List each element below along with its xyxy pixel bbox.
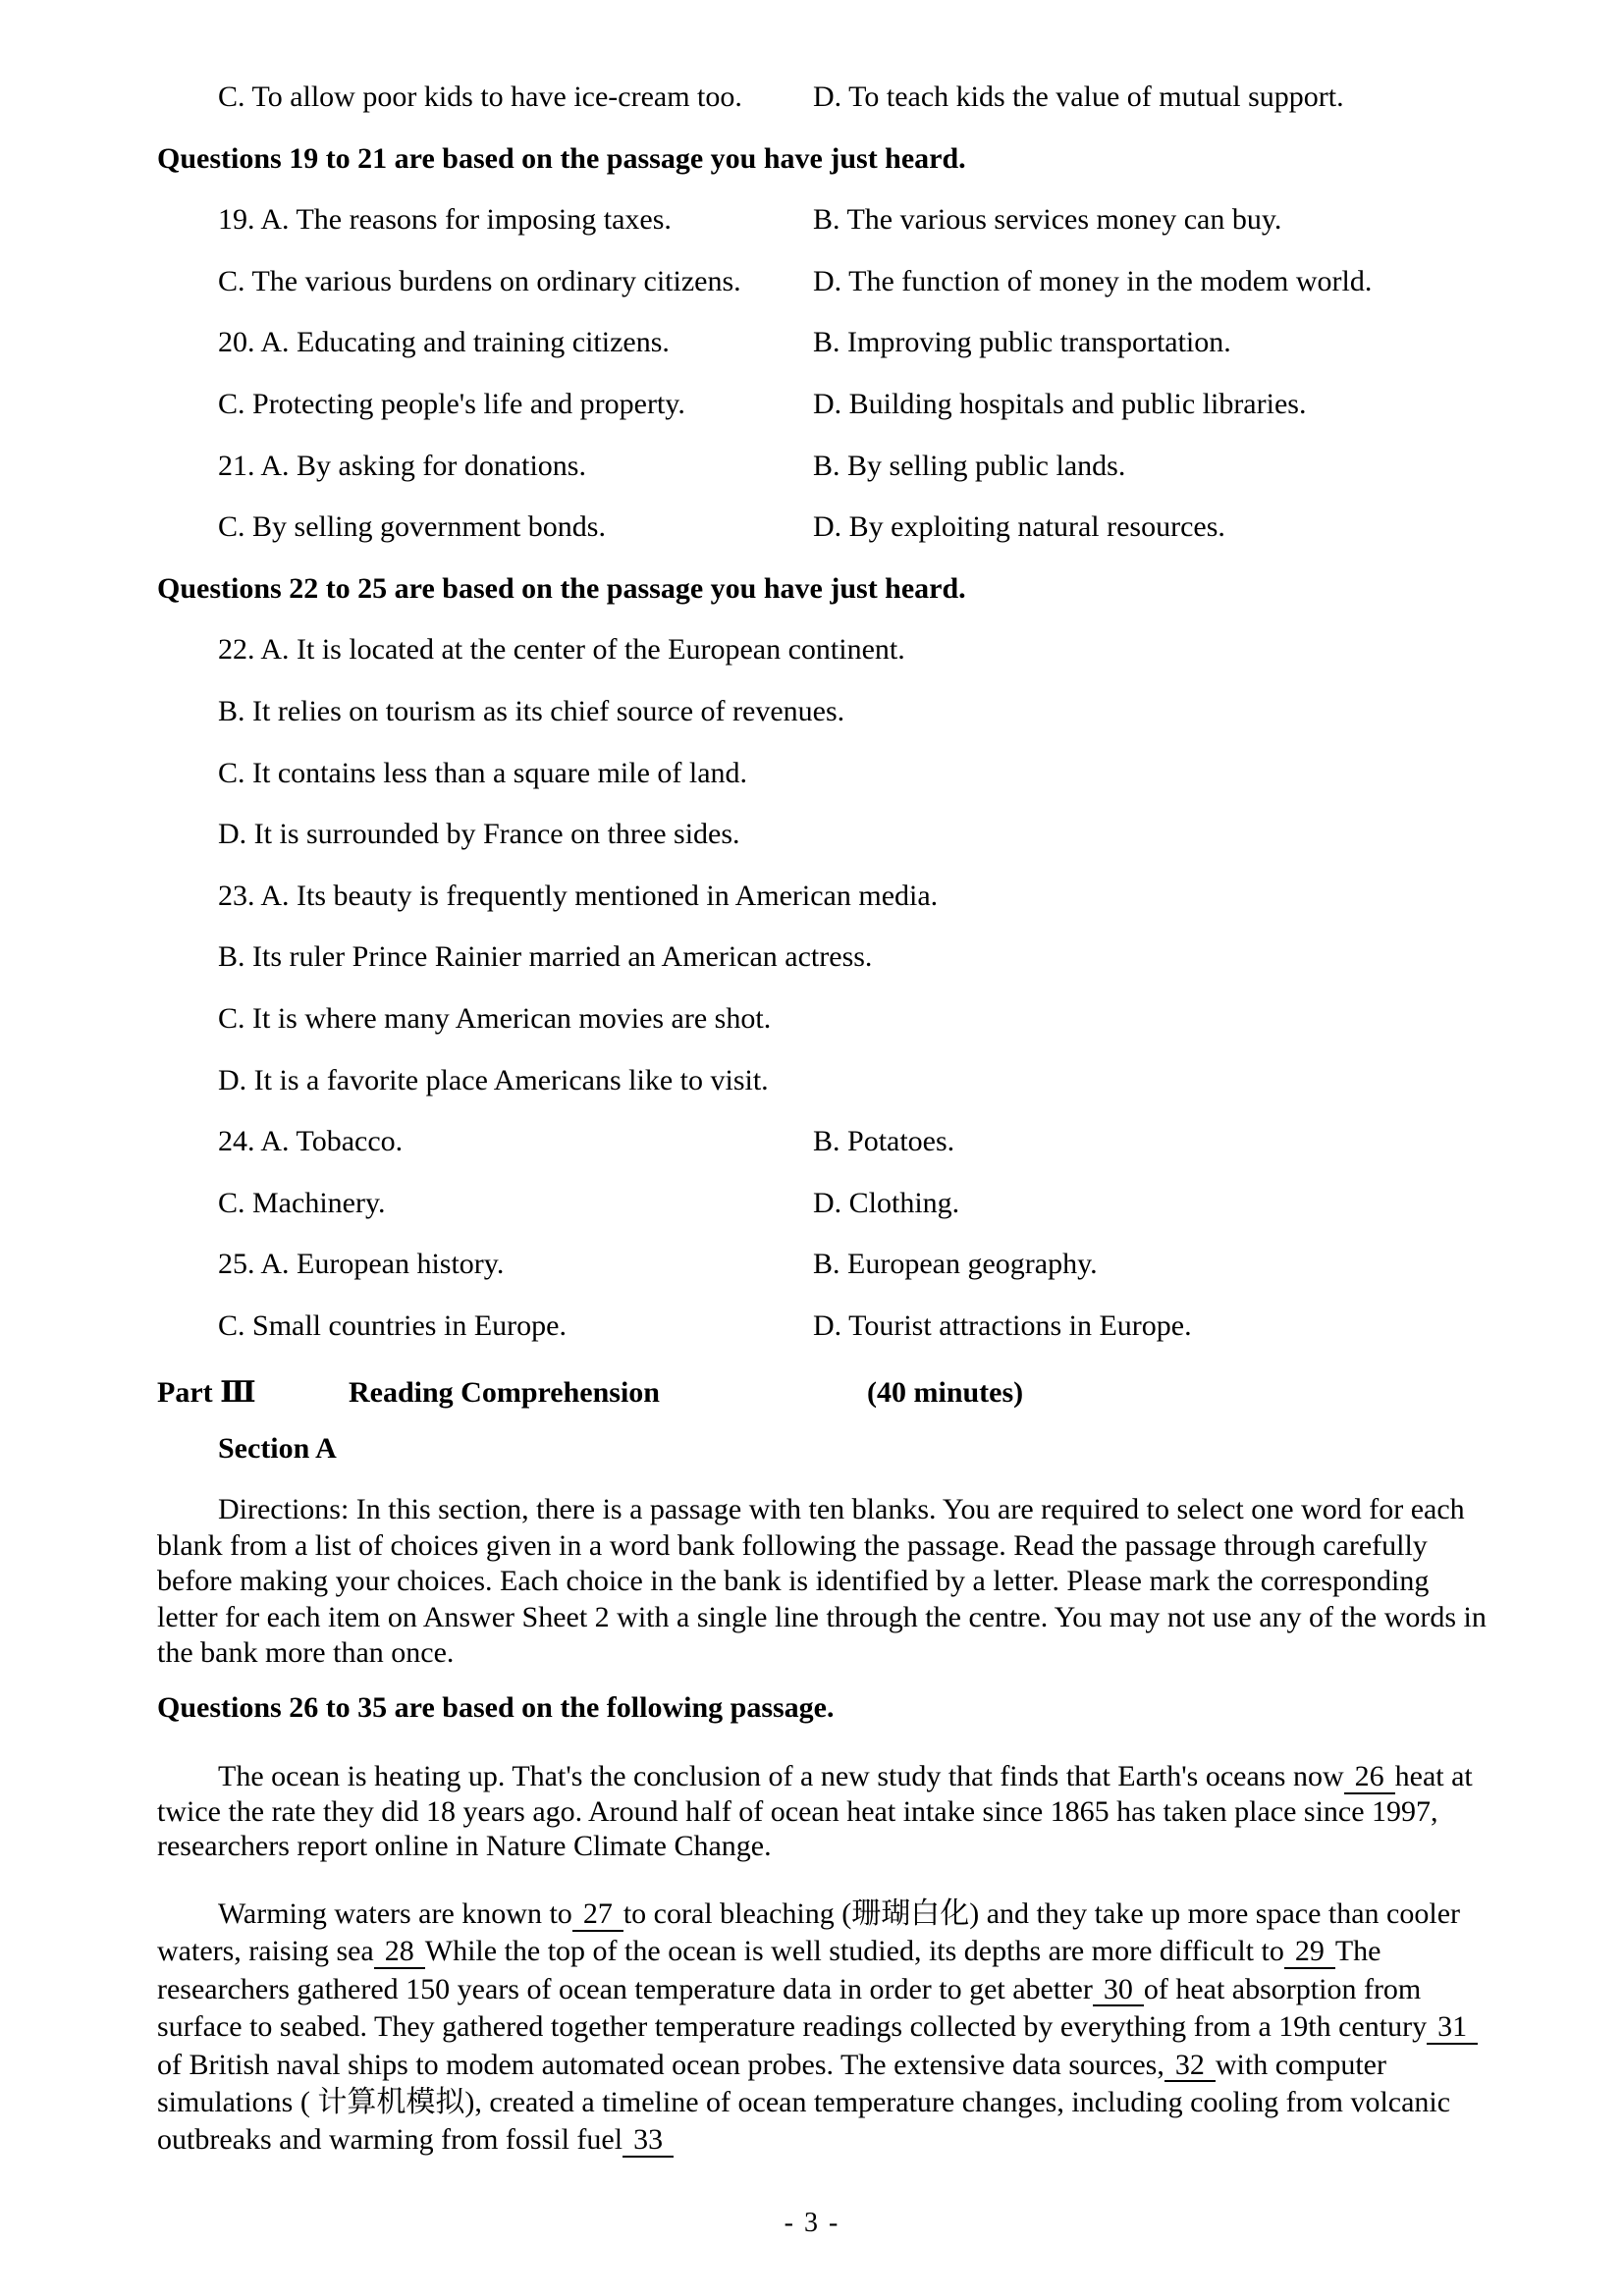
option-row [157, 67, 1494, 129]
option-row [157, 436, 1494, 498]
option-left: 19. A. The reasons for imposing taxes. [218, 203, 672, 237]
option-line [157, 681, 1494, 743]
option-right: B. Improving public transportation. [813, 326, 1231, 359]
blank-27: 27 [572, 1898, 623, 1932]
option-line [157, 988, 1494, 1050]
directions-paragraph: Directions: In this section, there is a passage with ten blanks. You are required to select one word for each blank from a list of choices given in a word bank following the passage. Read the passage through carefully before making your choices. Each choice in the bank is identified by a letter. Please mark the corresponding letter for each item on Answer Sheet 2 with a single line through the centre. You may not use any of the words in the bank more than once. [157, 1493, 1487, 1670]
option-text: B. It relies on tourism as its chief source of revenues. [218, 694, 845, 727]
option-row [157, 1173, 1494, 1235]
option-row [157, 1111, 1494, 1173]
option-row [157, 1296, 1494, 1358]
blank-30: 30 [1093, 1974, 1144, 2007]
option-left: C. Machinery. [218, 1186, 386, 1219]
page-number: - 3 - [784, 2208, 840, 2238]
option-right: B. Potatoes. [813, 1125, 955, 1158]
option-left: C. By selling government bonds. [218, 510, 606, 544]
option-row [157, 497, 1494, 559]
option-line [157, 1050, 1494, 1112]
option-text: C. It contains less than a square mile of land. [218, 756, 748, 789]
part3-title: Reading Comprehension [349, 1376, 660, 1409]
option-left: 21. A. By asking for donations. [218, 449, 586, 482]
option-right: B. European geography. [813, 1248, 1098, 1281]
blank-32: 32 [1164, 2050, 1216, 2083]
option-line [157, 804, 1494, 866]
blank-26: 26 [1344, 1761, 1395, 1794]
option-text: B. Its ruler Prince Rainier married an American actress. [218, 940, 873, 974]
questions-26-35-heading: Questions 26 to 35 are based on the following passage. [157, 1691, 835, 1724]
option-left: C. Small countries in Europe. [218, 1308, 567, 1342]
option-left: C. To allow poor kids to have ice-cream too. [218, 80, 742, 113]
option-text: D. It is surrounded by France on three sides. [218, 818, 740, 851]
questions-range-heading: Questions 19 to 21 are based on the passage you have just heard. [157, 141, 966, 175]
option-text: C. It is where many American movies are shot. [218, 1001, 772, 1035]
option-row [157, 189, 1494, 251]
section-a-label: Section A [218, 1432, 337, 1465]
option-right: D. Building hospitals and public libraries. [813, 387, 1307, 420]
option-left: C. The various burdens on ordinary citizens. [218, 264, 741, 297]
option-text: 22. A. It is located at the center of the European continent. [218, 633, 905, 667]
option-row [157, 1234, 1494, 1296]
option-text: 23. A. Its beauty is frequently mentioned in American media. [218, 879, 939, 912]
option-right: D. The function of money in the modem world. [813, 264, 1373, 297]
listening-options-section [157, 67, 1494, 1357]
option-left: 20. A. Educating and training citizens. [218, 326, 670, 359]
option-left: 24. A. Tobacco. [218, 1125, 404, 1158]
option-left: C. Protecting people's life and property. [218, 387, 685, 420]
blank-33: 33 [623, 2124, 674, 2158]
questions-range-heading: Questions 22 to 25 are based on the passage you have just heard. [157, 571, 966, 605]
part3-header [157, 1362, 1494, 1424]
option-right: D. By exploiting natural resources. [813, 510, 1225, 544]
option-left: 25. A. European history. [218, 1248, 505, 1281]
option-row [157, 312, 1494, 374]
option-text: D. It is a favorite place Americans like to visit. [218, 1063, 769, 1096]
option-right: B. The various services money can buy. [813, 203, 1282, 237]
passage-paragraph-2: Warming waters are known to 27 to coral bleaching (珊瑚白化) and they take up more space than cooler waters, raising sea 28 While the top of the ocean is well studied, its depths are more difficult to 29 The researchers gathered 150 years of ocean temperature data in order to get abetter 30 of heat absorption from surface to seabed. They gathered together temperature readings collected by everything from a 19th century 31of British naval ships to modem automated ocean probes. The extensive data sources, 32 with computer simulations ( 计算机模拟), created a timeline of ocean temperature changes, including cooling from volcanic outbreaks and warming from fossil fuel 33 [157, 1896, 1494, 2160]
option-right: B. By selling public lands. [813, 449, 1126, 482]
option-right: D. To teach kids the value of mutual support. [813, 80, 1344, 113]
passage-paragraph-1: The ocean is heating up. That's the conclusion of a new study that finds that Earth's oceans now 26 heat at twice the rate they did 18 years ago. Around half of ocean heat intake since 1865 has taken place since 1997, researchers report online in Nature Climate Change. [157, 1760, 1473, 1862]
blank-28: 28 [374, 1936, 425, 1969]
option-right: D. Clothing. [813, 1186, 960, 1219]
option-row [157, 251, 1494, 313]
option-line [157, 743, 1494, 805]
option-right: D. Tourist attractions in Europe. [813, 1308, 1192, 1342]
blank-31: 31 [1427, 2011, 1478, 2045]
option-line [157, 866, 1494, 928]
part3-duration: (40 minutes) [867, 1376, 1024, 1409]
part3-label: Part Ⅲ [157, 1376, 256, 1409]
option-row [157, 374, 1494, 436]
option-line [157, 619, 1494, 681]
blank-29: 29 [1284, 1936, 1335, 1969]
option-line [157, 927, 1494, 988]
